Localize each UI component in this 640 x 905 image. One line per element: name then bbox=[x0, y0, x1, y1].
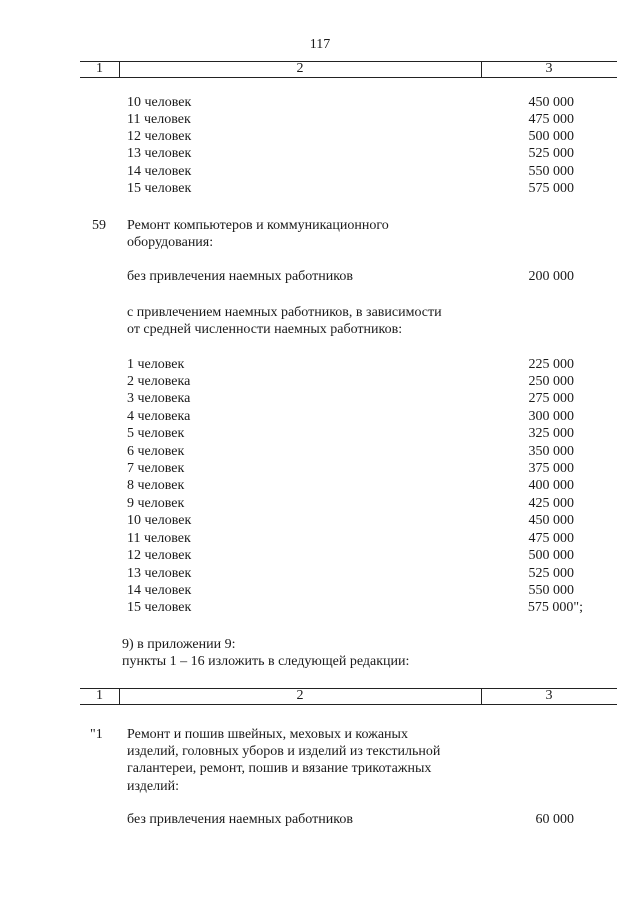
table-row: без привлечения наемных работников 200 000 bbox=[127, 269, 574, 284]
table-row: без привлечения наемных работников 60 000 bbox=[127, 812, 574, 827]
header-col-1: 1 bbox=[96, 61, 103, 76]
table-row: 6 человек 350 000 bbox=[127, 444, 574, 459]
item-title: оборудования: bbox=[127, 235, 214, 250]
header-col-3: 3 bbox=[545, 61, 553, 76]
table-row: 12 человек 500 000 bbox=[127, 129, 574, 144]
header-col-2: 2 bbox=[296, 688, 304, 703]
table-row: 10 человек 450 000 bbox=[127, 513, 574, 528]
table-row: 13 человек 525 000 bbox=[127, 566, 574, 581]
item-number-59: 59 bbox=[92, 218, 106, 233]
table-row: 15 человек 575 000 bbox=[127, 181, 574, 196]
page-number: 117 bbox=[309, 37, 331, 52]
item-title: Ремонт и пошив швейных, меховых и кожаных bbox=[127, 727, 408, 742]
item-title: Ремонт компьютеров и коммуникационного bbox=[127, 218, 389, 233]
table-row: 7 человек 375 000 bbox=[127, 461, 574, 476]
table-row: 14 человек 550 000 bbox=[127, 583, 574, 598]
amendment-line: пункты 1 – 16 изложить в следующей редакции: bbox=[122, 654, 410, 669]
table-row: 15 человек 575 000"; bbox=[127, 600, 583, 615]
table-row: 10 человек 450 000 bbox=[127, 95, 574, 110]
table-row: 3 человека 275 000 bbox=[127, 391, 574, 406]
item-subtitle: с привлечением наемных работников, в зависимости bbox=[127, 305, 442, 320]
header-col-2: 2 bbox=[296, 61, 304, 76]
table-row: 5 человек 325 000 bbox=[127, 426, 574, 441]
item-number-1: "1 bbox=[90, 727, 103, 742]
header-col-1: 1 bbox=[96, 688, 103, 703]
table-row: 1 человек 225 000 bbox=[127, 357, 574, 372]
item-title: изделий: bbox=[127, 779, 179, 794]
table-row: 12 человек 500 000 bbox=[127, 548, 574, 563]
table-row: 14 человек 550 000 bbox=[127, 164, 574, 179]
table-row: 11 человек 475 000 bbox=[127, 112, 574, 127]
item-title: галантереи, ремонт, пошив и вязание трикотажных bbox=[127, 761, 432, 776]
table-row: 8 человек 400 000 bbox=[127, 478, 574, 493]
header-col-3: 3 bbox=[545, 688, 553, 703]
table-row: 13 человек 525 000 bbox=[127, 146, 574, 161]
item-title: изделий, головных уборов и изделий из текстильной bbox=[127, 744, 441, 759]
table-row: 9 человек 425 000 bbox=[127, 496, 574, 511]
table-row: 4 человека 300 000 bbox=[127, 409, 574, 424]
table-row: 2 человека 250 000 bbox=[127, 374, 574, 389]
amendment-line: 9) в приложении 9: bbox=[122, 637, 236, 652]
table-row: 11 человек 475 000 bbox=[127, 531, 574, 546]
item-subtitle: от средней численности наемных работников: bbox=[127, 322, 403, 337]
